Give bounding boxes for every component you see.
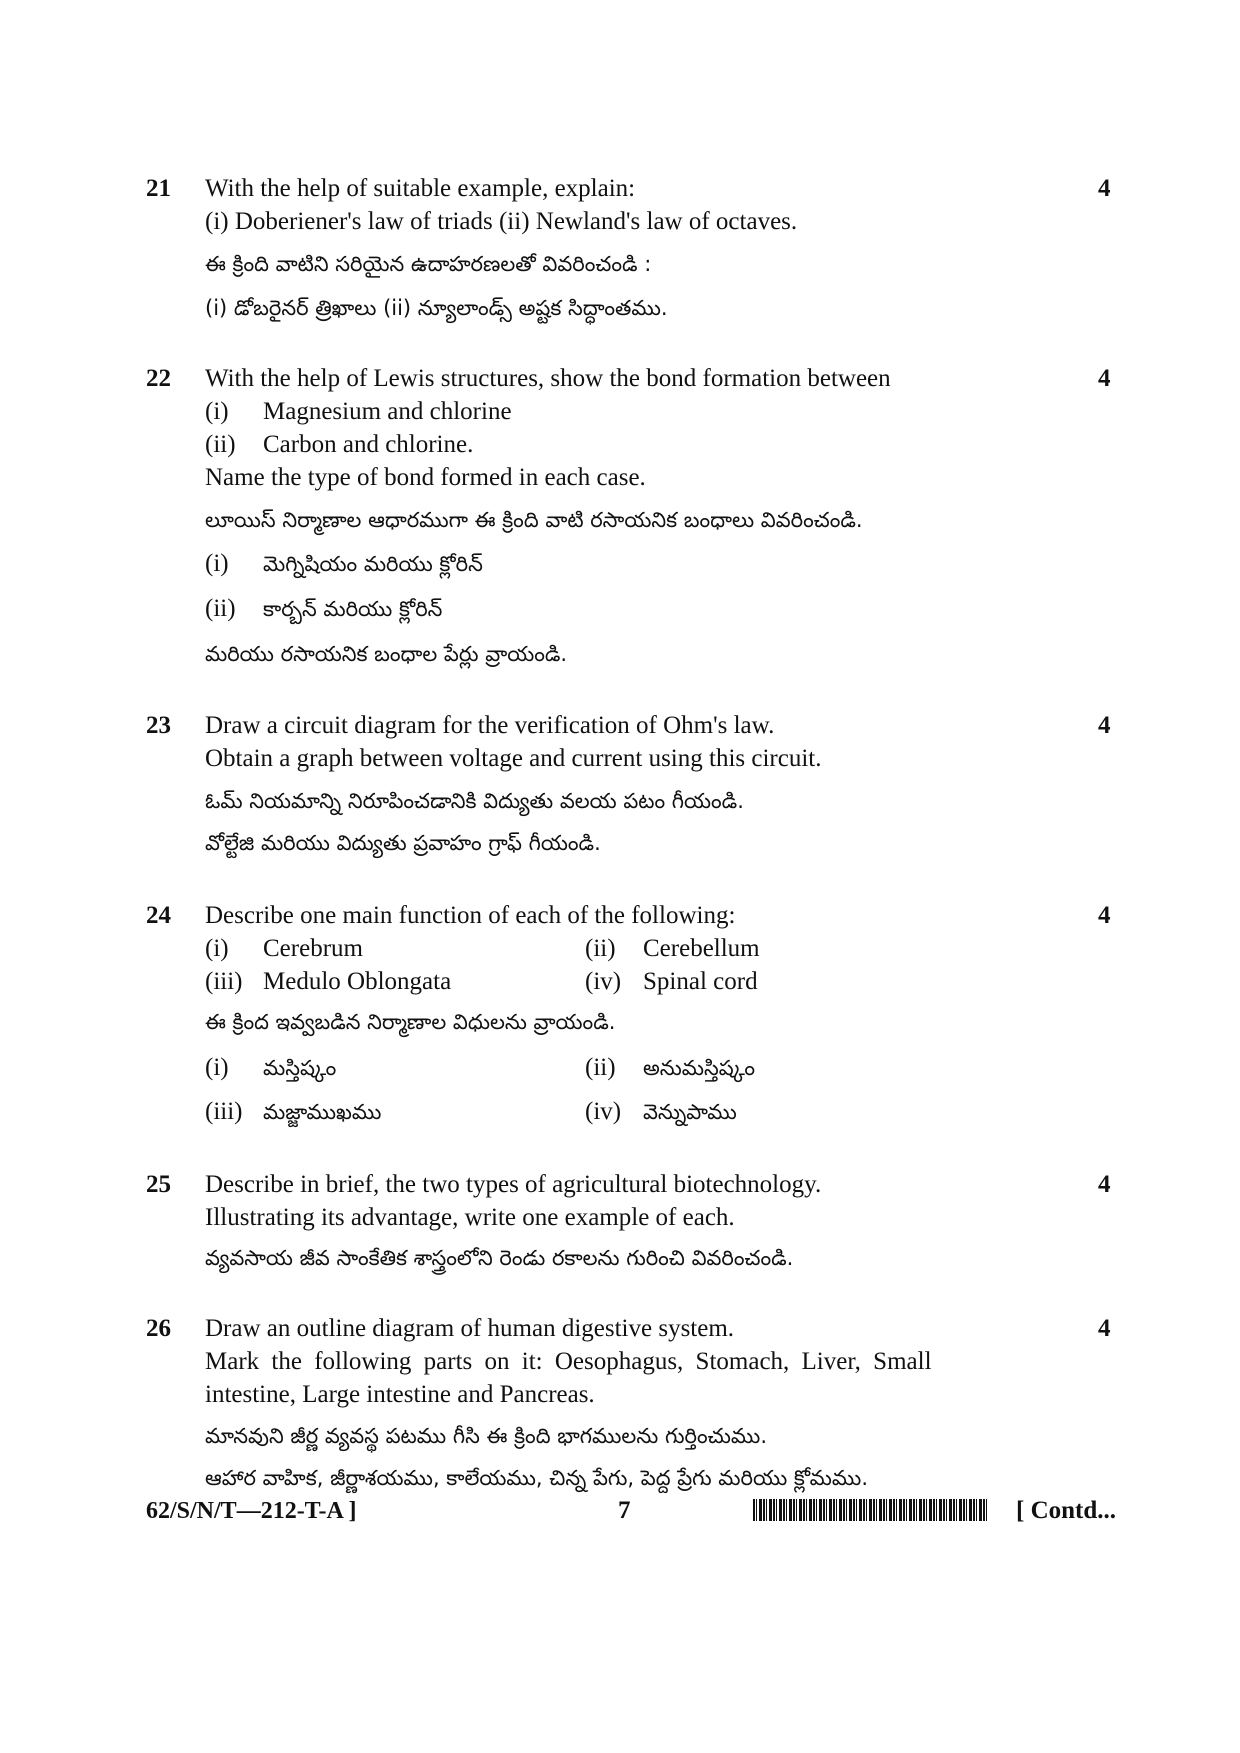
question-number: 25: [146, 1171, 171, 1198]
sub-item-label: (ii): [585, 935, 616, 962]
question-text: Describe in brief, the two types of agricultural biotechnology.: [205, 1171, 822, 1198]
question-text-telugu: ఓమ్ నియమాన్ని నిరూపించడానికి విద్యుతు వలయ పటం గీయండి.: [205, 789, 744, 813]
question-text-telugu: మరియు రసాయనిక బంధాల పేర్లు వ్రాయండి.: [205, 642, 568, 666]
question-text: intestine, Large intestine and Pancreas.: [205, 1381, 595, 1408]
sub-item-label: (i): [205, 1054, 229, 1081]
question-text-telugu: ఈ క్రింది వాటిని సరియైన ఉదాహరణలతో వివరించండి :: [205, 252, 652, 276]
sub-item: [585, 965, 758, 998]
question-text: With the help of Lewis structures, show the bond formation between: [205, 365, 891, 392]
question-marks: 4: [1098, 902, 1111, 929]
sub-item-text: మజ్జాముఖము: [263, 1100, 382, 1124]
sub-item-label: (iv): [585, 1098, 622, 1125]
question-number: 26: [146, 1315, 171, 1342]
question-marks: 4: [1098, 712, 1111, 739]
sub-item-label: (ii): [585, 1054, 616, 1081]
sub-item-telugu: [205, 1051, 336, 1085]
sub-item-telugu: [205, 1095, 381, 1129]
question-marks: 4: [1098, 1315, 1111, 1342]
sub-item-label: (iii): [205, 968, 243, 995]
question-text: Name the type of bond formed in each case.: [205, 464, 646, 491]
question-marks: 4: [1098, 365, 1111, 392]
sub-item-telugu: [205, 592, 442, 626]
question-text-telugu: ఆహార వాహిక, జీర్ణాశయము, కాలేయము, చిన్న పేగు, పెద్ద ప్రేగు మరియు క్లోమము.: [205, 1466, 868, 1490]
question-text: Draw an outline diagram of human digestive system.: [205, 1315, 735, 1342]
question-text: Illustrating its advantage, write one example of each.: [205, 1204, 735, 1231]
sub-item-text: Carbon and chlorine.: [263, 431, 474, 458]
sub-item-text: Cerebrum: [263, 935, 363, 962]
question-text: Mark the following parts on it: Oesophagus, Stomach, Liver, Small: [205, 1348, 932, 1375]
sub-item-text: Medulo Oblongata: [263, 968, 452, 995]
sub-item: [585, 932, 760, 965]
sub-item-label: (ii): [205, 431, 236, 458]
question-text: Draw a circuit diagram for the verification of Ohm's law.: [205, 712, 775, 739]
question-text: Describe one main function of each of the following:: [205, 902, 736, 929]
sub-item-label: (ii): [205, 595, 236, 622]
sub-item-telugu: [585, 1095, 737, 1129]
question-number: 21: [146, 175, 171, 202]
sub-item: [205, 395, 512, 428]
sub-item: [205, 965, 451, 998]
sub-item-text: మస్తిష్కం: [263, 1056, 337, 1080]
page-footer: [0, 1493, 1240, 1533]
sub-item-text: Cerebellum: [643, 935, 760, 962]
sub-item: [205, 932, 363, 965]
sub-item-text: కార్బన్ మరియు క్లోరిన్: [263, 597, 443, 621]
sub-item: [205, 428, 473, 461]
question-marks: 4: [1098, 1171, 1111, 1198]
sub-item-text: Spinal cord: [643, 968, 758, 995]
paper-code: 62/S/N/T—212-T-A ]: [146, 1498, 357, 1524]
question-text-telugu: వ్యవసాయ జీవ సాంకేతిక శాస్త్రంలోని రెండు రకాలను గురించి వివరించండి.: [205, 1246, 794, 1270]
question-text-telugu: లూయిస్ నిర్మాణాల ఆధారముగా ఈ క్రింది వాటి రసాయనిక బంధాలు వివరించండి.: [205, 508, 863, 532]
sub-item-label: (iv): [585, 968, 622, 995]
continued-label: [ Contd...: [1016, 1497, 1117, 1524]
sub-item-text: అనుమస్తిష్కం: [643, 1056, 756, 1080]
barcode-icon: [753, 1499, 989, 1521]
question-text-telugu: వోల్టేజి మరియు విద్యుతు ప్రవాహం గ్రాఫ్ గీయండి.: [205, 831, 601, 855]
sub-item-label: (i): [205, 550, 229, 577]
question-marks: 4: [1098, 175, 1111, 202]
sub-item-text: మెగ్నిషియం మరియు క్లోరిన్: [263, 552, 483, 576]
question-text: (i) Doberiener's law of triads (ii) Newland's law of octaves.: [205, 208, 798, 235]
question-text-telugu: ఈ క్రింద ఇవ్వబడిన నిర్మాణాల విధులను వ్రాయండి.: [205, 1010, 616, 1034]
question-number: 23: [146, 712, 171, 739]
question-number: 24: [146, 902, 171, 929]
question-text-telugu: (i) డోబరైనర్ త్రిఖాలు (ii) న్యూలాండ్స్ అష్టక సిద్ధాంతము.: [205, 296, 668, 320]
question-text: Obtain a graph between voltage and current using this circuit.: [205, 745, 822, 772]
sub-item-label: (i): [205, 935, 229, 962]
page-number: 7: [618, 1497, 631, 1524]
sub-item-label: (iii): [205, 1098, 243, 1125]
question-text: With the help of suitable example, explain:: [205, 175, 636, 202]
sub-item-text: Magnesium and chlorine: [263, 398, 512, 425]
sub-item-text: వెన్నుపాము: [643, 1100, 737, 1124]
sub-item-telugu: [205, 547, 483, 581]
sub-item-telugu: [585, 1051, 755, 1085]
question-text-telugu: మానవుని జీర్ణ వ్యవస్థ పటము గీసి ఈ క్రింది భాగములను గుర్తించుము.: [205, 1424, 767, 1448]
sub-item-label: (i): [205, 398, 229, 425]
question-number: 22: [146, 365, 171, 392]
